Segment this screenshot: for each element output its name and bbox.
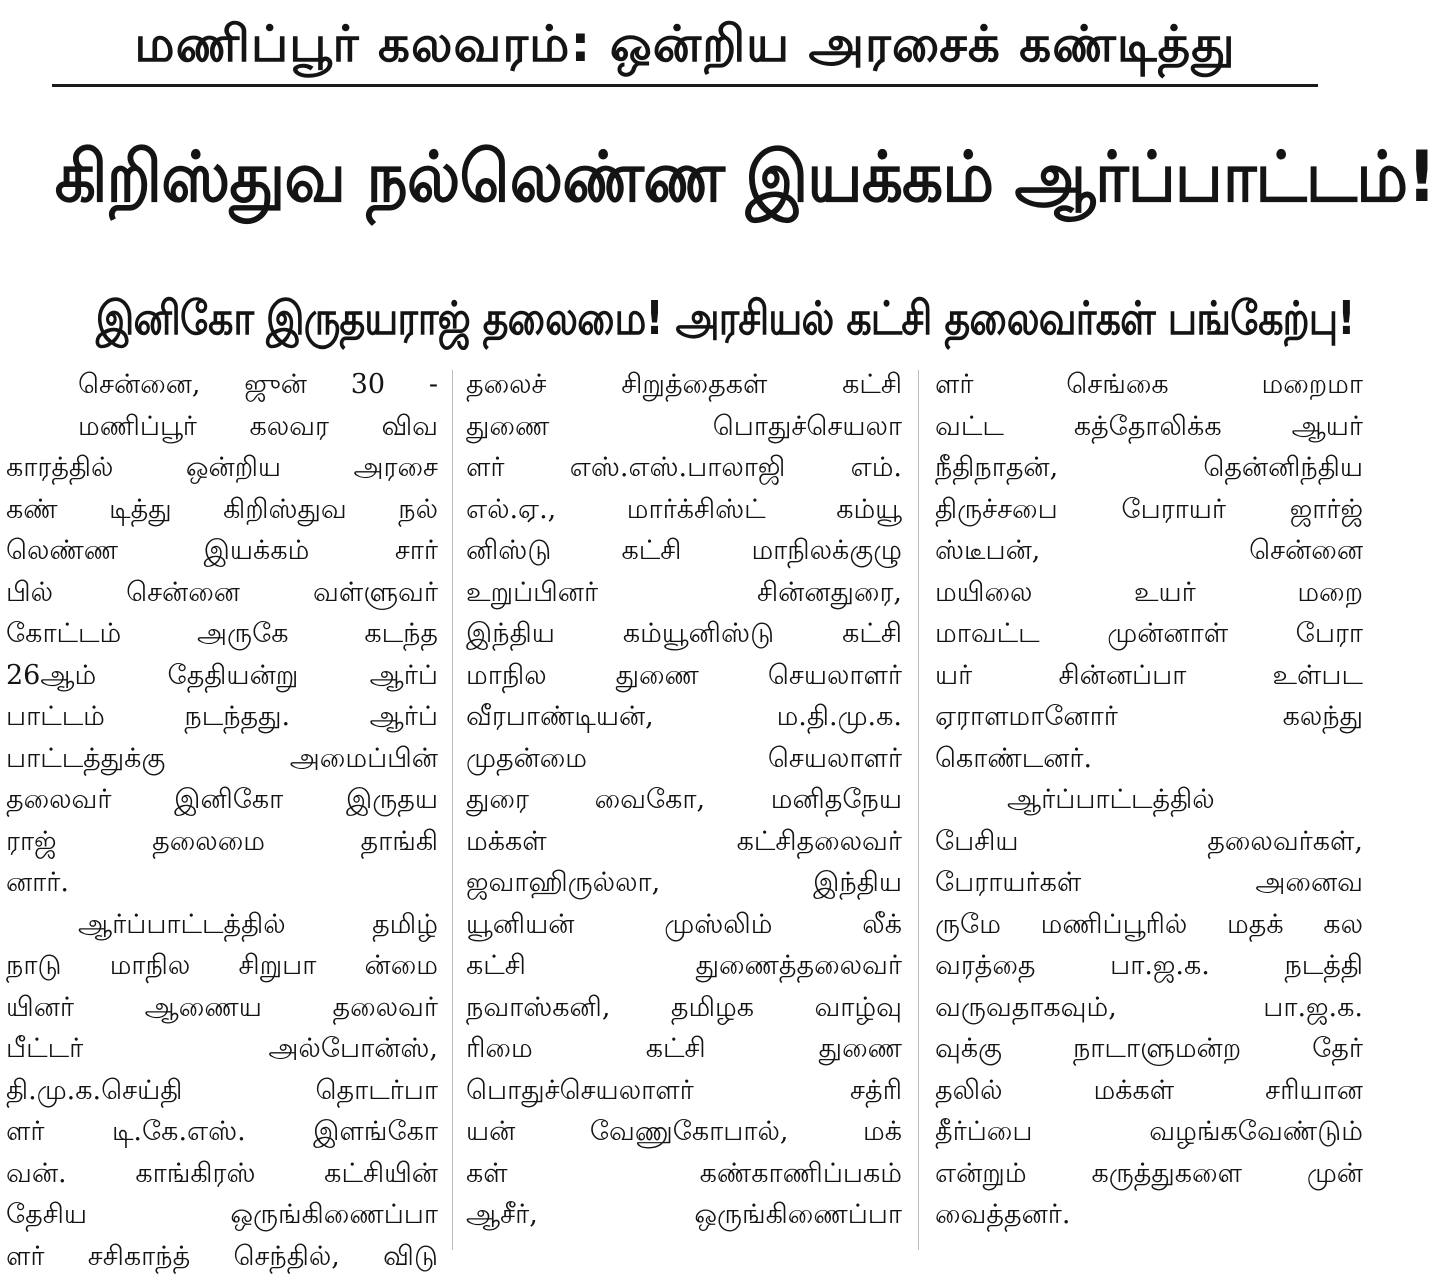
body-line: ரிமை கட்சி துணை (466, 1028, 902, 1070)
body-line: யன் வேணுகோபால், மக் (466, 1111, 902, 1153)
body-line: யினர் ஆணைய தலைவர் (6, 987, 438, 1029)
article-column-1 (6, 364, 438, 1254)
body-line: ஸ்டீபன், சென்னை (935, 530, 1363, 572)
sub-headline: இனிகோ இருதயராஜ் தலைமை! அரசியல் கட்சி தலைவர்கள் பங்கேற்பு! (96, 278, 1274, 358)
body-line: 26ஆம் தேதியன்று ஆர்ப் (6, 655, 438, 697)
body-line: பொதுச்செயலாளர் சத்ரி (466, 1070, 902, 1112)
body-line: மக்கள் கட்சிதலைவர் (466, 821, 902, 863)
kicker-headline: மணிப்பூர் கலவரம்: ஒன்றிய அரசைக் கண்டித்து (0, 8, 1370, 80)
body-line: தேசிய ஒருங்கிணைப்பா (6, 1194, 438, 1236)
body-line: வுக்கு நாடாளுமன்ற தேர் (935, 1028, 1363, 1070)
body-line: தலைவர் இனிகோ இருதய (6, 779, 438, 821)
body-line: ஆர்ப்பாட்டத்தில் தமிழ் (6, 904, 438, 946)
body-line: மயிலை உயர் மறை (935, 572, 1363, 614)
body-line: துரை வைகோ, மனிதநேய (466, 779, 902, 821)
body-line: லெண்ண இயக்கம் சார் (6, 530, 438, 572)
body-line: வைத்தனர். (935, 1194, 1363, 1236)
body-line: யூனியன் முஸ்லிம் லீக் (466, 904, 902, 946)
body-line: தலில் மக்கள் சரியான (935, 1070, 1363, 1112)
body-line: வரத்தை பா.ஜ.க. நடத்தி (935, 945, 1363, 987)
body-line: தி.மு.க.செய்தி தொடர்பா (6, 1070, 438, 1112)
body-line: நீதிநாதன், தென்னிந்திய (935, 447, 1363, 489)
body-line: ஆர்ப்பாட்டத்தில் (935, 779, 1363, 821)
body-line: உறுப்பினர் சின்னதுரை, (466, 572, 902, 614)
body-line: என்றும் கருத்துகளை முன் (935, 1153, 1363, 1195)
body-line: பாட்டத்துக்கு அமைப்பின் (6, 738, 438, 780)
body-line: பில் சென்னை வள்ளுவர் (6, 572, 438, 614)
body-line: திருச்சபை பேராயர் ஜார்ஜ் (935, 489, 1363, 531)
body-line: கள் கண்காணிப்பகம் (466, 1153, 902, 1195)
body-line: ளர் செங்கை மறைமா (935, 364, 1363, 406)
body-line: பீட்டர் அல்போன்ஸ், (6, 1028, 438, 1070)
article-column-3 (935, 364, 1363, 1254)
body-line: கோட்டம் அருகே கடந்த (6, 613, 438, 655)
body-line: ஏராளமானோர் கலந்து (935, 696, 1363, 738)
body-line: ளர் சசிகாந்த் செந்தில், விடு (6, 1236, 438, 1277)
body-line: துணை பொதுச்செயலா (466, 406, 902, 448)
body-line: மாவட்ட முன்னாள் பேரா (935, 613, 1363, 655)
body-line: வட்ட கத்தோலிக்க ஆயர் (935, 406, 1363, 448)
body-line: நாடு மாநில சிறுபா ன்மை (6, 945, 438, 987)
body-line: பேசிய தலைவர்கள், (935, 821, 1363, 863)
body-line: எல்.ஏ., மார்க்சிஸ்ட் கம்யூ (466, 489, 902, 531)
body-line: நவாஸ்கனி, தமிழக வாழ்வு (466, 987, 902, 1029)
article-column-2 (466, 364, 902, 1254)
body-line: கொண்டனர். (935, 738, 1363, 780)
body-line: கண் டித்து கிறிஸ்துவ நல் (6, 489, 438, 531)
body-line: கட்சி துணைத்தலைவர் (466, 945, 902, 987)
body-line: ஆசீர், ஒருங்கிணைப்பா (466, 1194, 902, 1236)
body-line: இந்திய கம்யூனிஸ்டு கட்சி (466, 613, 902, 655)
body-line: ளர் எஸ்.எஸ்.பாலாஜி எம். (466, 447, 902, 489)
body-line: மாநில துணை செயலாளர் (466, 655, 902, 697)
body-line: ஜவாஹிருல்லா, இந்திய (466, 862, 902, 904)
body-line: சென்னை, ஜுன் 30 - (6, 364, 438, 406)
main-headline: கிறிஸ்துவ நல்லெண்ண இயக்கம் ஆர்ப்பாட்டம்! (55, 102, 1315, 252)
body-line: ளர் டி.கே.எஸ். இளங்கோ (6, 1111, 438, 1153)
body-line: வன். காங்கிரஸ் கட்சியின் (6, 1153, 438, 1195)
body-line: ருமே மணிப்பூரில் மதக் கல (935, 904, 1363, 946)
body-line: வீரபாண்டியன், ம.தி.மு.க. (466, 696, 902, 738)
body-line: வருவதாகவும், பா.ஜ.க. (935, 987, 1363, 1029)
body-line: யர் சின்னப்பா உள்பட (935, 655, 1363, 697)
column-divider (452, 370, 453, 1250)
column-divider (918, 370, 919, 1250)
body-line: காரத்தில் ஒன்றிய அரசை (6, 447, 438, 489)
body-line: னார். (6, 862, 438, 904)
kicker-underline (52, 84, 1318, 87)
body-line: தீர்ப்பை வழங்கவேண்டும் (935, 1111, 1363, 1153)
body-line: மணிப்பூர் கலவர விவ (6, 406, 438, 448)
body-line: ராஜ் தலைமை தாங்கி (6, 821, 438, 863)
body-line: முதன்மை செயலாளர் (466, 738, 902, 780)
body-line: பாட்டம் நடந்தது. ஆர்ப் (6, 696, 438, 738)
body-line: பேராயர்கள் அனைவ (935, 862, 1363, 904)
body-line: தலைச் சிறுத்தைகள் கட்சி (466, 364, 902, 406)
body-line: னிஸ்டு கட்சி மாநிலக்குழு (466, 530, 902, 572)
